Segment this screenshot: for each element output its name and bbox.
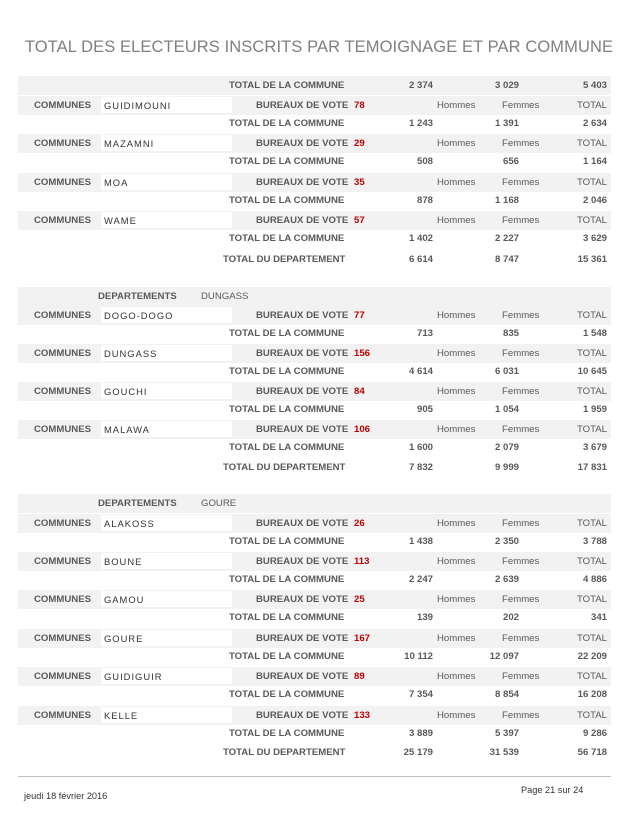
bureaux-count: 25 xyxy=(354,594,365,605)
commune-name: MALAWA xyxy=(104,424,150,435)
commune-hommes: 1 243 xyxy=(408,118,433,129)
commune-header-row xyxy=(18,552,611,571)
departement-hommes: 7 832 xyxy=(408,462,433,473)
commune-total-row xyxy=(18,438,611,457)
commune-total-row xyxy=(18,76,611,95)
commune-header-row xyxy=(18,667,611,686)
commune-total-row xyxy=(18,362,611,381)
departement-total-row xyxy=(18,458,611,477)
commune-name-box xyxy=(101,668,232,684)
commune-total: 3 629 xyxy=(582,233,607,244)
commune-name: GUIDIMOUNI xyxy=(104,100,172,111)
commune-femmes: 1 391 xyxy=(494,118,519,129)
carry-over-total: 5 403 xyxy=(582,80,607,91)
femmes-header: Femmes xyxy=(502,594,540,605)
communes-label: COMMUNES xyxy=(34,386,92,397)
communes-label: COMMUNES xyxy=(34,518,92,529)
commune-femmes: 2 639 xyxy=(494,574,519,585)
total-header: TOTAL xyxy=(576,710,607,721)
commune-header-row xyxy=(18,514,611,533)
total-departement-label: TOTAL DU DEPARTEMENT xyxy=(223,747,346,758)
commune-header-row xyxy=(18,590,611,609)
footer-page-number: Page 21 sur 24 xyxy=(521,785,584,795)
bureaux-count: 29 xyxy=(354,138,365,149)
carry-over-femmes: 3 029 xyxy=(494,80,519,91)
commune-header-row xyxy=(18,629,611,648)
footer-divider xyxy=(18,776,611,777)
departement-femmes: 31 539 xyxy=(489,747,519,758)
bureaux-count: 113 xyxy=(354,556,370,567)
commune-total-row xyxy=(18,191,611,210)
commune-name: DOGO-DOGO xyxy=(104,310,174,321)
commune-name: MAZAMNI xyxy=(104,138,155,149)
commune-total-row xyxy=(18,724,611,743)
total-header: TOTAL xyxy=(576,177,607,188)
hommes-header: Hommes xyxy=(437,633,476,644)
commune-name-box xyxy=(101,307,232,323)
commune-hommes: 3 889 xyxy=(408,728,433,739)
commune-name-box xyxy=(101,421,232,437)
femmes-header: Femmes xyxy=(502,100,540,111)
departement-label: DEPARTEMENTS xyxy=(98,498,177,509)
total-header: TOTAL xyxy=(576,386,607,397)
commune-header-row xyxy=(18,420,611,439)
hommes-header: Hommes xyxy=(437,215,476,226)
commune-total-row xyxy=(18,608,611,627)
commune-total-row xyxy=(18,400,611,419)
hommes-header: Hommes xyxy=(437,310,476,321)
commune-femmes: 1 054 xyxy=(494,404,519,415)
bureaux-count: 84 xyxy=(354,386,365,397)
bureaux-label: BUREAUX DE VOTE xyxy=(256,100,349,111)
total-commune-label: TOTAL DE LA COMMUNE xyxy=(229,156,345,167)
bureaux-label: BUREAUX DE VOTE xyxy=(256,556,349,567)
commune-total-row xyxy=(18,229,611,248)
commune-total: 3 679 xyxy=(582,442,607,453)
commune-name: ALAKOSS xyxy=(104,518,155,529)
bureaux-count: 156 xyxy=(354,348,371,359)
commune-total-row xyxy=(18,647,611,666)
departement-femmes: 8 747 xyxy=(494,254,519,265)
bureaux-label: BUREAUX DE VOTE xyxy=(256,177,349,188)
hommes-header: Hommes xyxy=(437,556,476,567)
commune-name-box xyxy=(101,515,232,531)
communes-label: COMMUNES xyxy=(34,594,92,605)
total-header: TOTAL xyxy=(576,556,607,567)
departement-label: DEPARTEMENTS xyxy=(98,291,177,302)
commune-total: 1 548 xyxy=(582,328,607,339)
commune-header-row xyxy=(18,382,611,401)
total-header: TOTAL xyxy=(576,215,607,226)
hommes-header: Hommes xyxy=(437,710,476,721)
hommes-header: Hommes xyxy=(437,386,476,397)
commune-total-row xyxy=(18,152,611,171)
communes-label: COMMUNES xyxy=(34,710,92,721)
commune-femmes: 12 097 xyxy=(489,651,519,662)
total-header: TOTAL xyxy=(576,424,607,435)
femmes-header: Femmes xyxy=(502,138,540,149)
hommes-header: Hommes xyxy=(437,348,476,359)
communes-label: COMMUNES xyxy=(34,348,92,359)
commune-header-row xyxy=(18,706,611,725)
commune-name: WAME xyxy=(104,215,137,226)
communes-label: COMMUNES xyxy=(34,310,92,321)
bureaux-label: BUREAUX DE VOTE xyxy=(256,671,349,682)
total-commune-label: TOTAL DE LA COMMUNE xyxy=(229,536,345,547)
femmes-header: Femmes xyxy=(502,633,540,644)
commune-name: GAMOU xyxy=(104,594,145,605)
bureaux-label: BUREAUX DE VOTE xyxy=(256,138,349,149)
bureaux-count: 57 xyxy=(354,215,365,226)
commune-femmes: 1 168 xyxy=(494,195,519,206)
communes-label: COMMUNES xyxy=(34,215,92,226)
hommes-header: Hommes xyxy=(437,100,476,111)
commune-total: 341 xyxy=(590,612,607,623)
bureaux-count: 77 xyxy=(354,310,365,321)
communes-label: COMMUNES xyxy=(34,100,92,111)
total-header: TOTAL xyxy=(576,348,607,359)
commune-name: BOUNE xyxy=(104,556,143,567)
commune-hommes: 4 614 xyxy=(408,366,433,377)
commune-name: DUNGASS xyxy=(104,348,158,359)
departement-total: 17 831 xyxy=(577,462,607,473)
commune-total: 22 209 xyxy=(577,651,607,662)
bureaux-count: 26 xyxy=(354,518,365,529)
commune-femmes: 8 854 xyxy=(494,689,519,700)
commune-total: 10 645 xyxy=(577,366,607,377)
commune-hommes: 713 xyxy=(416,328,433,339)
commune-name: KELLE xyxy=(104,710,139,721)
departement-total-row xyxy=(18,743,611,762)
departement-name: GOURE xyxy=(201,498,237,509)
total-header: TOTAL xyxy=(576,518,607,529)
bureaux-count: 78 xyxy=(354,100,365,111)
bureaux-count: 167 xyxy=(354,633,371,644)
communes-label: COMMUNES xyxy=(34,671,92,682)
total-header: TOTAL xyxy=(576,310,607,321)
total-header: TOTAL xyxy=(576,138,607,149)
commune-femmes: 2 079 xyxy=(494,442,519,453)
commune-hommes: 1 402 xyxy=(408,233,433,244)
bureaux-label: BUREAUX DE VOTE xyxy=(256,348,349,359)
departement-total: 15 361 xyxy=(577,254,607,265)
bureaux-label: BUREAUX DE VOTE xyxy=(256,594,349,605)
communes-label: COMMUNES xyxy=(34,424,92,435)
bureaux-count: 35 xyxy=(354,177,365,188)
bureaux-label: BUREAUX DE VOTE xyxy=(256,310,349,321)
commune-hommes: 508 xyxy=(416,156,433,167)
hommes-header: Hommes xyxy=(437,518,476,529)
commune-hommes: 1 600 xyxy=(408,442,433,453)
departement-name: DUNGASS xyxy=(201,291,249,302)
commune-femmes: 2 227 xyxy=(494,233,519,244)
communes-label: COMMUNES xyxy=(34,177,92,188)
bureaux-label: BUREAUX DE VOTE xyxy=(256,424,349,435)
commune-hommes: 878 xyxy=(416,195,433,206)
total-commune-label: TOTAL DE LA COMMUNE xyxy=(229,651,345,662)
femmes-header: Femmes xyxy=(502,310,540,321)
total-commune-label: TOTAL DE LA COMMUNE xyxy=(229,195,345,206)
femmes-header: Femmes xyxy=(502,518,540,529)
total-commune-label: TOTAL DE LA COMMUNE xyxy=(229,728,345,739)
commune-hommes: 1 438 xyxy=(408,536,433,547)
femmes-header: Femmes xyxy=(502,215,540,226)
total-commune-label: TOTAL DE LA COMMUNE xyxy=(229,612,345,623)
bureaux-label: BUREAUX DE VOTE xyxy=(256,633,349,644)
total-departement-label: TOTAL DU DEPARTEMENT xyxy=(223,254,346,265)
total-commune-label: TOTAL DE LA COMMUNE xyxy=(229,118,345,129)
hommes-header: Hommes xyxy=(437,177,476,188)
commune-name: GOURE xyxy=(104,633,144,644)
total-header: TOTAL xyxy=(576,633,607,644)
commune-femmes: 656 xyxy=(502,156,519,167)
commune-total: 1 959 xyxy=(582,404,607,415)
commune-hommes: 10 112 xyxy=(404,651,433,662)
commune-femmes: 835 xyxy=(502,328,519,339)
commune-name-box xyxy=(101,212,232,228)
hommes-header: Hommes xyxy=(437,594,476,605)
communes-label: COMMUNES xyxy=(34,556,92,567)
communes-label: COMMUNES xyxy=(34,138,92,149)
total-header: TOTAL xyxy=(576,671,607,682)
total-commune-label: TOTAL DE LA COMMUNE xyxy=(229,574,345,585)
commune-femmes: 5 397 xyxy=(494,728,519,739)
commune-total-row xyxy=(18,570,611,589)
departement-total: 56 718 xyxy=(577,747,607,758)
commune-total: 3 788 xyxy=(582,536,607,547)
commune-header-row xyxy=(18,344,611,363)
commune-name-box xyxy=(101,630,232,646)
commune-total-row xyxy=(18,324,611,343)
total-header: TOTAL xyxy=(576,594,607,605)
total-commune-label: TOTAL DE LA COMMUNE xyxy=(229,689,345,700)
departement-hommes: 25 179 xyxy=(403,747,433,758)
commune-name-box xyxy=(101,174,232,190)
femmes-header: Femmes xyxy=(502,386,540,397)
commune-header-row xyxy=(18,134,611,153)
departement-femmes: 9 999 xyxy=(494,462,519,473)
departement-header-row xyxy=(18,287,611,306)
carry-over-hommes: 2 374 xyxy=(408,80,433,91)
communes-label: COMMUNES xyxy=(34,633,92,644)
page-title: TOTAL DES ELECTEURS INSCRITS PAR TEMOIGNAGE ET PAR COMMUNE xyxy=(24,38,614,56)
total-header: TOTAL xyxy=(576,100,607,111)
commune-name-box xyxy=(101,135,232,151)
bureaux-count: 89 xyxy=(354,671,365,682)
bureaux-count: 106 xyxy=(354,424,371,435)
hommes-header: Hommes xyxy=(437,671,476,682)
hommes-header: Hommes xyxy=(437,138,476,149)
femmes-header: Femmes xyxy=(502,710,540,721)
commune-name: MOA xyxy=(104,177,129,188)
commune-hommes: 139 xyxy=(416,612,433,623)
commune-hommes: 7 354 xyxy=(408,689,433,700)
commune-name-box xyxy=(101,97,232,113)
commune-total-row xyxy=(18,685,611,704)
commune-name-box xyxy=(101,383,232,399)
commune-name-box xyxy=(101,591,232,607)
femmes-header: Femmes xyxy=(502,556,540,567)
commune-header-row xyxy=(18,96,611,115)
departement-hommes: 6 614 xyxy=(408,254,433,265)
total-commune-label: TOTAL DE LA COMMUNE xyxy=(229,80,345,91)
femmes-header: Femmes xyxy=(502,177,540,188)
commune-total: 2 046 xyxy=(582,195,607,206)
commune-name-box xyxy=(101,707,232,723)
commune-femmes: 2 350 xyxy=(494,536,519,547)
bureaux-label: BUREAUX DE VOTE xyxy=(256,710,349,721)
commune-name: GOUCHI xyxy=(104,386,148,397)
departement-total-row xyxy=(18,250,611,269)
femmes-header: Femmes xyxy=(502,671,540,682)
bureaux-label: BUREAUX DE VOTE xyxy=(256,215,349,226)
commune-hommes: 905 xyxy=(416,404,433,415)
commune-hommes: 2 247 xyxy=(408,574,433,585)
commune-name-box xyxy=(101,553,232,569)
hommes-header: Hommes xyxy=(437,424,476,435)
total-commune-label: TOTAL DE LA COMMUNE xyxy=(229,404,345,415)
commune-header-row xyxy=(18,306,611,325)
bureaux-label: BUREAUX DE VOTE xyxy=(256,518,349,529)
total-commune-label: TOTAL DE LA COMMUNE xyxy=(229,366,345,377)
commune-total-row xyxy=(18,114,611,133)
commune-name-box xyxy=(101,345,232,361)
departement-header-row xyxy=(18,494,611,513)
commune-femmes: 6 031 xyxy=(494,366,519,377)
total-commune-label: TOTAL DE LA COMMUNE xyxy=(229,233,345,244)
commune-total-row xyxy=(18,532,611,551)
commune-total: 2 634 xyxy=(582,118,607,129)
commune-name: GUIDIGUIR xyxy=(104,671,163,682)
commune-total: 1 164 xyxy=(582,156,607,167)
bureaux-label: BUREAUX DE VOTE xyxy=(256,386,349,397)
commune-femmes: 202 xyxy=(502,612,519,623)
femmes-header: Femmes xyxy=(502,348,540,359)
bureaux-count: 133 xyxy=(354,710,371,721)
femmes-header: Femmes xyxy=(502,424,540,435)
total-commune-label: TOTAL DE LA COMMUNE xyxy=(229,328,345,339)
commune-header-row xyxy=(18,211,611,230)
commune-total: 9 286 xyxy=(582,728,607,739)
commune-total: 16 208 xyxy=(577,689,607,700)
commune-total: 4 886 xyxy=(582,574,607,585)
commune-header-row xyxy=(18,173,611,192)
total-departement-label: TOTAL DU DEPARTEMENT xyxy=(223,462,346,473)
total-commune-label: TOTAL DE LA COMMUNE xyxy=(229,442,345,453)
footer-date: jeudi 18 février 2016 xyxy=(24,791,108,801)
